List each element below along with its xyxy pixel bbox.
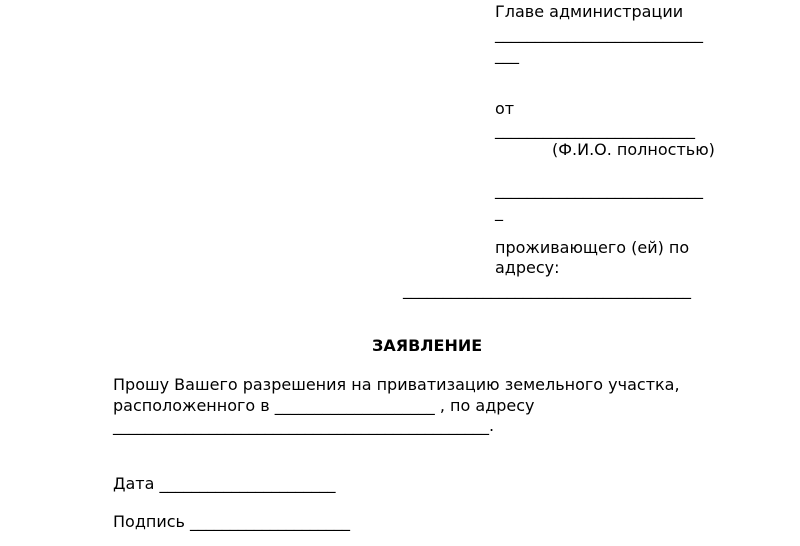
extra-blank-continuation: _ bbox=[495, 202, 503, 221]
body-line: расположенного в ____________________ , по адресу bbox=[113, 396, 535, 415]
residence-label-continuation: адресу: bbox=[495, 258, 560, 277]
body-line: _______________________________________________. bbox=[113, 416, 495, 435]
signature-line: Подпись ____________________ bbox=[113, 512, 351, 531]
residence-label: проживающего (ей) по bbox=[495, 238, 690, 257]
address-blank: ____________________________________ bbox=[403, 280, 691, 299]
date-line: Дата ______________________ bbox=[113, 474, 336, 493]
document-title: ЗАЯВЛЕНИЕ bbox=[372, 336, 483, 355]
from-label: от bbox=[495, 99, 515, 118]
addressee-line: Главе администрации bbox=[495, 2, 684, 21]
addressee-blank-continuation: ___ bbox=[495, 45, 519, 64]
addressee-blank: __________________________ bbox=[495, 24, 703, 43]
from-blank: _________________________ bbox=[495, 120, 695, 139]
fio-hint: (Ф.И.О. полностью) bbox=[552, 140, 715, 159]
body-line: Прошу Вашего разрешения на приватизацию земельного участка, bbox=[113, 375, 680, 394]
extra-blank: __________________________ bbox=[495, 180, 703, 199]
